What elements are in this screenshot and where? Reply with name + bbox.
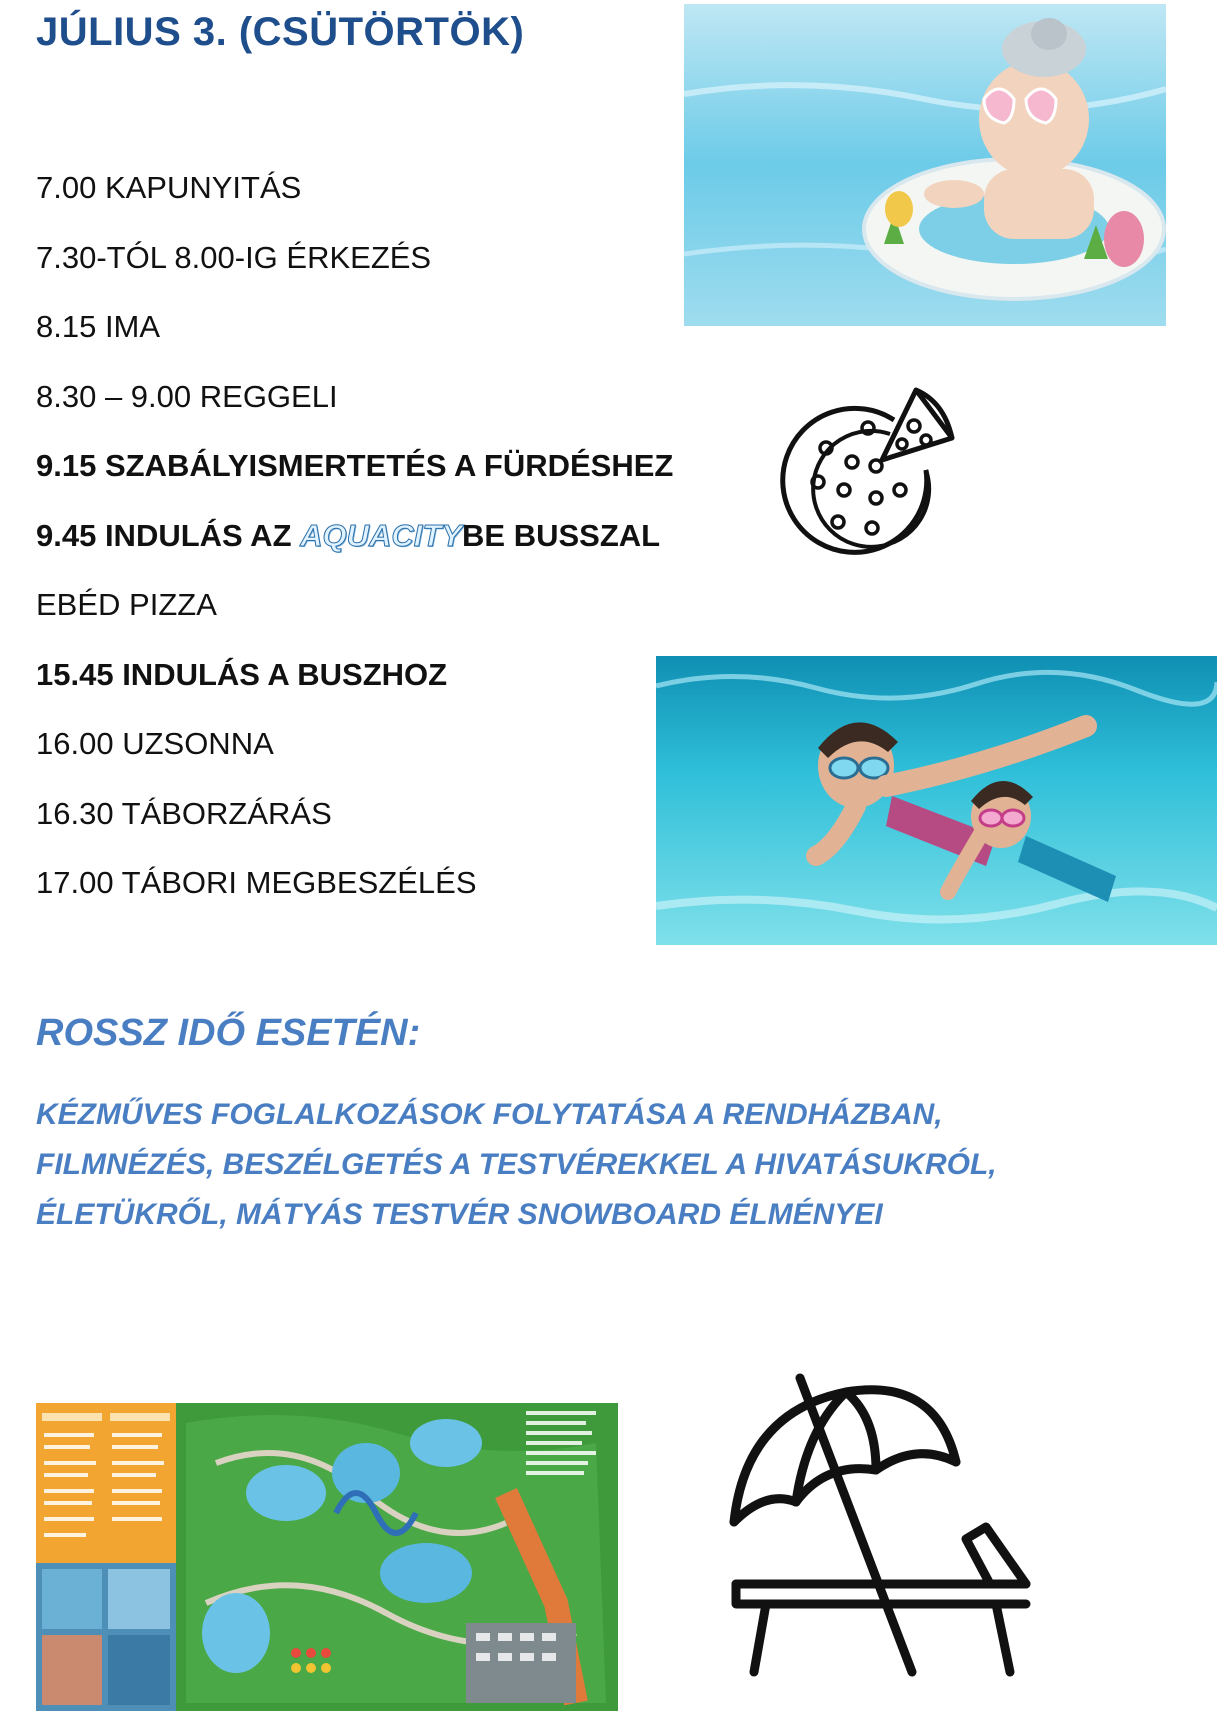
schedule-item-suffix: BE BUSSZAL [462, 517, 661, 553]
aquacity-map-image [36, 1403, 618, 1711]
schedule-item: 9.15 SZABÁLYISMERTETÉS A FÜRDÉSHEZ [36, 448, 674, 483]
schedule-list [36, 168, 686, 933]
schedule-item: EBÉD PIZZA [36, 587, 217, 622]
bad-weather-line: KÉZMŰVES FOGLALKOZÁSOK FOLYTATÁSA A RENDHÁZBAN, [36, 1098, 943, 1131]
schedule-item-prefix: 9.45 INDULÁS AZ [36, 517, 301, 553]
aquacity-highlight: AQUACITY [300, 517, 463, 553]
schedule-item: 15.45 INDULÁS A BUSZHOZ [36, 656, 448, 692]
schedule-item: 8.15 IMA [36, 309, 161, 344]
schedule-item: 8.30 – 9.00 REGGELI [36, 378, 338, 414]
schedule-item: 16.30 TÁBORZÁRÁS [36, 795, 332, 831]
bad-weather-line: FILMNÉZÉS, BESZÉLGETÉS A TESTVÉREKKEL A HIVATÁSUKRÓL, [36, 1148, 997, 1181]
bad-weather-title: ROSSZ IDŐ ESETÉN: [36, 1012, 421, 1054]
swimmers-photo [656, 656, 1217, 945]
page-title: JÚLIUS 3. (CSÜTÖRTÖK) [36, 10, 525, 54]
pizza-icon [776, 382, 958, 564]
schedule-item: 7.00 KAPUNYITÁS [36, 170, 302, 205]
schedule-item [36, 516, 686, 586]
bad-weather-text [36, 1090, 1116, 1240]
beach-umbrella-icon [726, 1372, 1046, 1682]
schedule-item: 17.00 TÁBORI MEGBESZÉLÉS [36, 865, 477, 900]
schedule-item: 16.00 UZSONNA [36, 726, 274, 761]
bad-weather-line: ÉLETÜKRŐL, MÁTYÁS TESTVÉR SNOWBOARD ÉLMÉNYEI [36, 1198, 883, 1231]
baby-pool-photo [684, 4, 1166, 326]
schedule-item: 7.30-TÓL 8.00-IG ÉRKEZÉS [36, 239, 432, 275]
